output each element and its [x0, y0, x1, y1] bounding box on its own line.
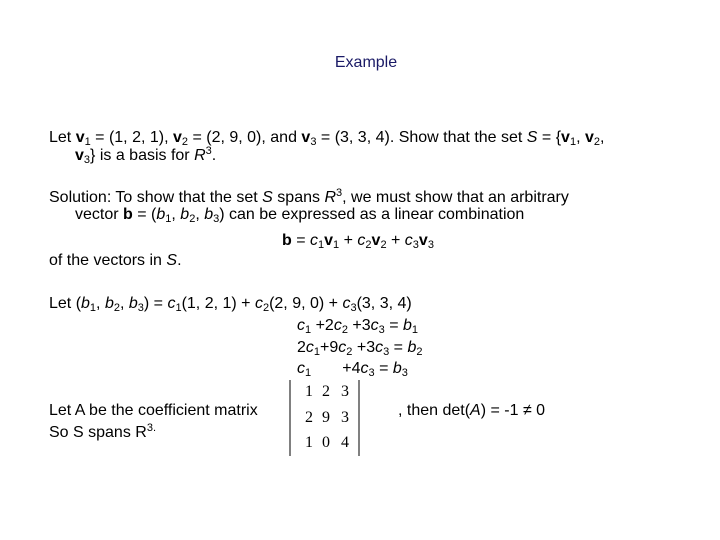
- slide-title: Example: [334, 54, 398, 71]
- matrix-cell: 9: [322, 409, 330, 426]
- system-equation-1: $c_1 +2c_2 +3c_3 = b_1$: [297, 317, 419, 336]
- matrix-cell: 3: [341, 383, 349, 400]
- conclusion-line-2: So S spans $R^{3.}$: [49, 422, 157, 441]
- matrix-cell: 1: [305, 434, 313, 451]
- matrix-cell: 3: [341, 409, 349, 426]
- matrix-cell: 2: [322, 383, 330, 400]
- system-equation-3: $c_1$ $+4c_3 = b_3$: [297, 360, 408, 379]
- coefficient-matrix: [287, 378, 387, 458]
- coefficient-matrix-svg: [287, 378, 387, 458]
- system-equation-2: $2c_1+9c_2 +3c_3 = b_2$: [297, 339, 423, 358]
- expansion-line: Let ($b_1$, $b_2$, $b_3) = c_1(1$, 2, $1) + c_2(2$, 9, $0) + c_3(3$, 3, 4): [49, 295, 412, 314]
- problem-line-2: $v_3$} is a basis for $R^3$.: [75, 145, 217, 166]
- determinant-statement: , then det(A) = -1 ≠ 0: [398, 402, 546, 419]
- solution-line-2: vector $b = (b_1$, $b_2$, $b_3$) can be expressed as a linear combination: [75, 206, 525, 225]
- problem-line-1: Let $v_1 = (1$, 2, 1), $v_2 = (2$, 9, 0), and $v_3 = (3$, 3, 4). Show that the set $S = \{v_1$, $v_2$,: [49, 129, 605, 148]
- matrix-cell: 4: [341, 434, 349, 451]
- matrix-cell: 0: [322, 434, 330, 451]
- matrix-cell: 2: [305, 409, 313, 426]
- matrix-cell: 1: [305, 383, 313, 400]
- conclusion-line-1: Let A be the coefficient matrix: [49, 402, 258, 419]
- solution-line-1: Solution: To show that the set S spans $R^3$, we must show that an arbitrary: [49, 187, 569, 206]
- solution-line-3: of the vectors in S.: [49, 252, 182, 269]
- linear-combination-equation: $b = c_1v_1 + c_2v_2 + c_3v_3$: [282, 232, 434, 251]
